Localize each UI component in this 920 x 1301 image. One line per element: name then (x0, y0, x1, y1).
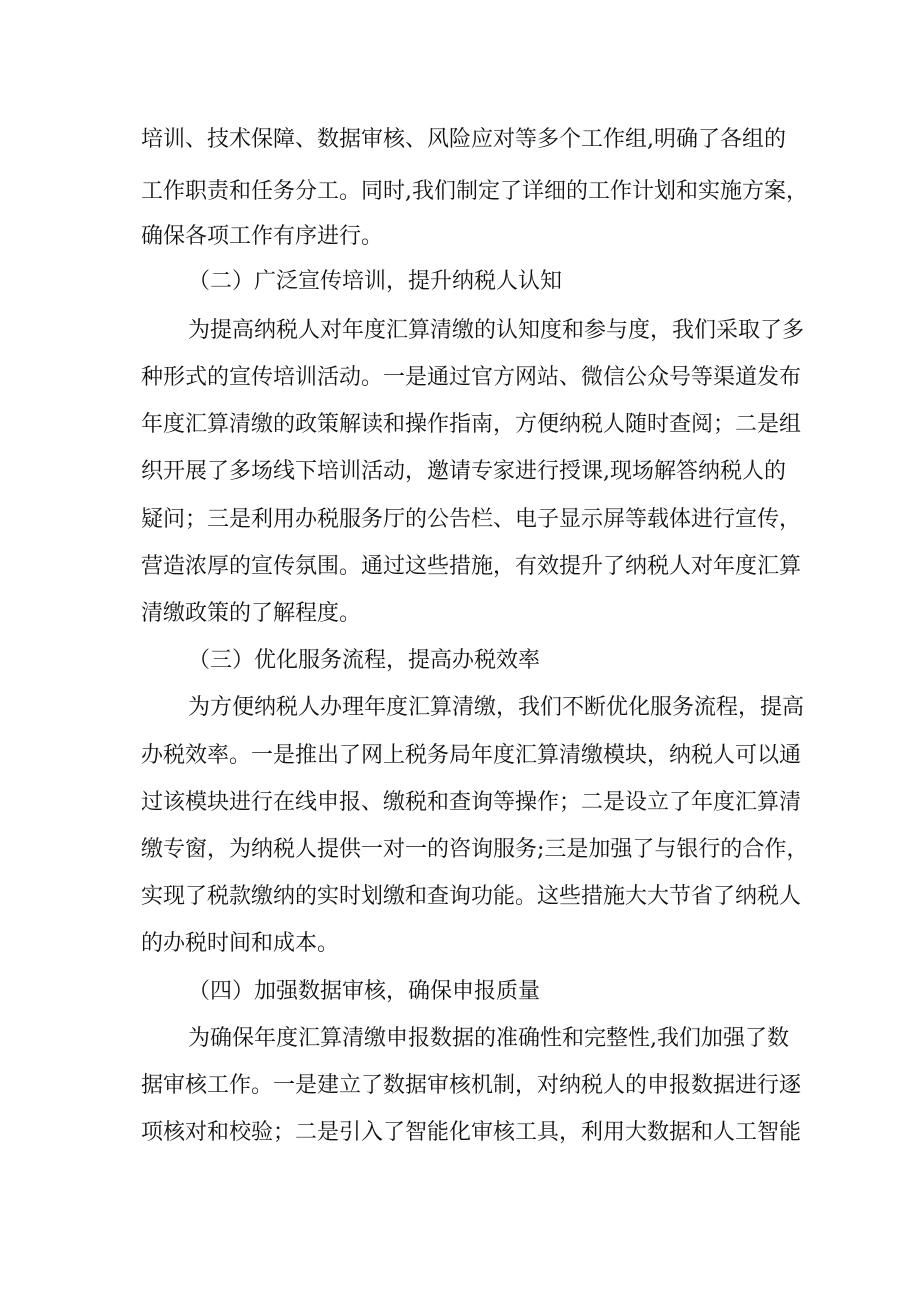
paragraph-2-line-2: 种形式的宣传培训活动。一是通过官方网站、微信公众号等渠道发布 (141, 365, 802, 390)
paragraph-3-line-1: 为方便纳税人办理年度汇算清缴，我们不断优化服务流程，提高 (188, 695, 805, 720)
paragraph-3-line-4: 缴专窗，为纳税人提供一对一的咨询服务;三是加强了与银行的合作， (141, 837, 809, 862)
paragraph-4-line-2: 据审核工作。一是建立了数据审核机制，对纳税人的申报数据进行逐 (141, 1073, 802, 1098)
section-heading-2: （二）广泛宣传培训，提升纳税人认知 (188, 269, 563, 294)
section-heading-3: （三）优化服务流程，提高办税效率 (188, 648, 541, 673)
paragraph-1-line-1: 培训、技术保障、数据审核、风险应对等多个工作组,明确了各组的 (141, 127, 786, 152)
paragraph-2-line-7: 清缴政策的了解程度。 (141, 601, 362, 626)
paragraph-3-line-2: 办税效率。一是推出了网上税务局年度汇算清缴模块，纳税人可以通 (141, 743, 802, 768)
paragraph-2-line-5: 疑问；三是利用办税服务厅的公告栏、电子显示屏等载体进行宣传， (141, 507, 802, 532)
paragraph-1-line-3: 确保各项工作有序进行。 (141, 224, 384, 249)
paragraph-2-line-4: 织开展了多场线下培训活动，邀请专家进行授课,现场解答纳税人的 (141, 459, 786, 484)
paragraph-2-line-6: 营造浓厚的宣传氛围。通过这些措施，有效提升了纳税人对年度汇算 (141, 554, 802, 579)
paragraph-4-line-3: 项核对和校验；二是引入了智能化审核工具，利用大数据和人工智能 (141, 1120, 802, 1145)
paragraph-4-line-1: 为确保年度汇算清缴申报数据的准确性和完整性,我们加强了数 (188, 1026, 789, 1051)
paragraph-2-line-3: 年度汇算清缴的政策解读和操作指南，方便纳税人随时查阅；二是组 (141, 412, 802, 437)
paragraph-3-line-5: 实现了税款缴纳的实时划缴和查询功能。这些措施大大节省了纳税人 (141, 884, 802, 909)
paragraph-1-line-2: 工作职责和任务分工。同时,我们制定了详细的工作计划和实施方案， (141, 179, 808, 204)
paragraph-3-line-3: 过该模块进行在线申报、缴税和查询等操作；二是设立了年度汇算清 (141, 790, 802, 815)
paragraph-2-line-1: 为提高纳税人对年度汇算清缴的认知度和参与度，我们采取了多 (188, 318, 805, 343)
section-heading-4: （四）加强数据审核，确保申报质量 (188, 979, 541, 1004)
paragraph-3-line-6: 的办税时间和成本。 (141, 931, 340, 956)
